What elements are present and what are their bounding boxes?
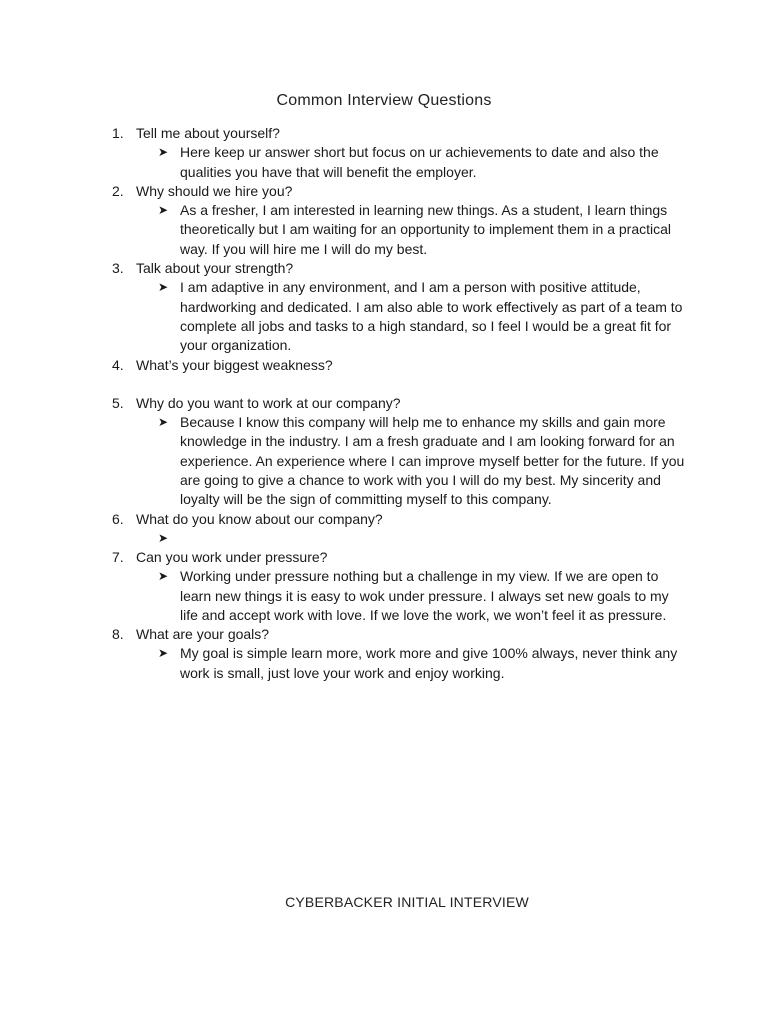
- answer-line: [158, 201, 688, 259]
- question-text: What’s your biggest weakness?: [136, 356, 333, 373]
- page-title: Common Interview Questions: [276, 92, 492, 109]
- arrow-bullet-icon: ➤: [158, 415, 169, 430]
- arrow-bullet-icon: ➤: [158, 646, 169, 661]
- answer-text: I am adaptive in any environment, and I am a person with positive attitude, hardworking and dedicated. I am also able to work effectively as part of a team to complete all jobs and tasks to a high standard, so I feel I would be a great fit for your organization.: [180, 279, 683, 354]
- question-list: [108, 124, 688, 683]
- answer-line: [158, 143, 688, 182]
- question-text: What are your goals?: [136, 626, 270, 643]
- question-number: 7.: [112, 548, 124, 565]
- list-item: [108, 510, 688, 548]
- answer-line: [158, 278, 688, 355]
- question-number: 2.: [112, 182, 124, 199]
- answer-line: [158, 529, 688, 548]
- answer-line: [158, 413, 688, 509]
- question-number: 8.: [112, 626, 124, 643]
- footer-heading: CYBERBACKER INITIAL INTERVIEW: [285, 894, 529, 910]
- question-line: [108, 625, 688, 644]
- answer-text: As a fresher, I am interested in learning new things. As a student, I learn things theoretically but I am waiting for an opportunity to implement them in a practical way. If you will hire me I will do my best.: [180, 202, 672, 257]
- arrow-bullet-icon: ➤: [158, 145, 169, 160]
- question-text: Talk about your strength?: [136, 260, 294, 277]
- question-text: What do you know about our company?: [136, 510, 383, 527]
- question-text: Can you work under pressure?: [136, 548, 328, 565]
- question-text: Why should we hire you?: [136, 182, 293, 199]
- question-line: [108, 124, 688, 143]
- question-number: 5.: [112, 394, 124, 411]
- question-text: Why do you want to work at our company?: [136, 394, 401, 411]
- list-item: [108, 625, 688, 683]
- question-text: Tell me about yourself?: [136, 125, 280, 141]
- arrow-bullet-icon: ➤: [158, 203, 169, 218]
- answer-line: [158, 644, 688, 683]
- list-item: [108, 356, 688, 394]
- question-number: 1.: [112, 125, 124, 141]
- question-line: [108, 394, 688, 413]
- answer-text: My goal is simple learn more, work more and give 100% always, never think any work is small, just love your work and enjoy working.: [180, 645, 678, 681]
- question-line: [108, 510, 688, 529]
- list-item: [108, 182, 688, 259]
- answer-text: Because I know this company will help me to enhance my skills and gain more knowledge in the industry. I am a fresh graduate and I am looking forward for an experience. An experience where I can improve myself better for the future. If you are going to give a chance to work with you I will do my best. My sincerity and loyalty will be the sign of committing myself to this company.: [180, 414, 685, 508]
- arrow-bullet-icon: ➤: [158, 280, 169, 295]
- question-line: [108, 259, 688, 278]
- list-item: [108, 548, 688, 625]
- answer-text: Here keep ur answer short but focus on ur achievements to date and also the qualities you have that will benefit the employer.: [180, 144, 659, 180]
- question-number: 3.: [112, 260, 124, 277]
- blank-line: [108, 375, 688, 394]
- answer-text: Working under pressure nothing but a challenge in my view. If we are open to learn new things it is easy to wok under pressure. I always set new goals to my life and accept work with love. If we love the work, we won’t feel it as pressure.: [180, 568, 669, 623]
- list-item: [108, 124, 688, 182]
- question-number: 6.: [112, 510, 124, 527]
- question-line: [108, 182, 688, 201]
- arrow-bullet-icon: ➤: [158, 569, 169, 584]
- question-number: 4.: [112, 356, 124, 373]
- question-line: [108, 356, 688, 375]
- list-item: [108, 259, 688, 355]
- list-item: [108, 394, 688, 510]
- answer-line: [158, 567, 688, 625]
- question-line: [108, 548, 688, 567]
- arrow-bullet-icon: ➤: [158, 530, 169, 545]
